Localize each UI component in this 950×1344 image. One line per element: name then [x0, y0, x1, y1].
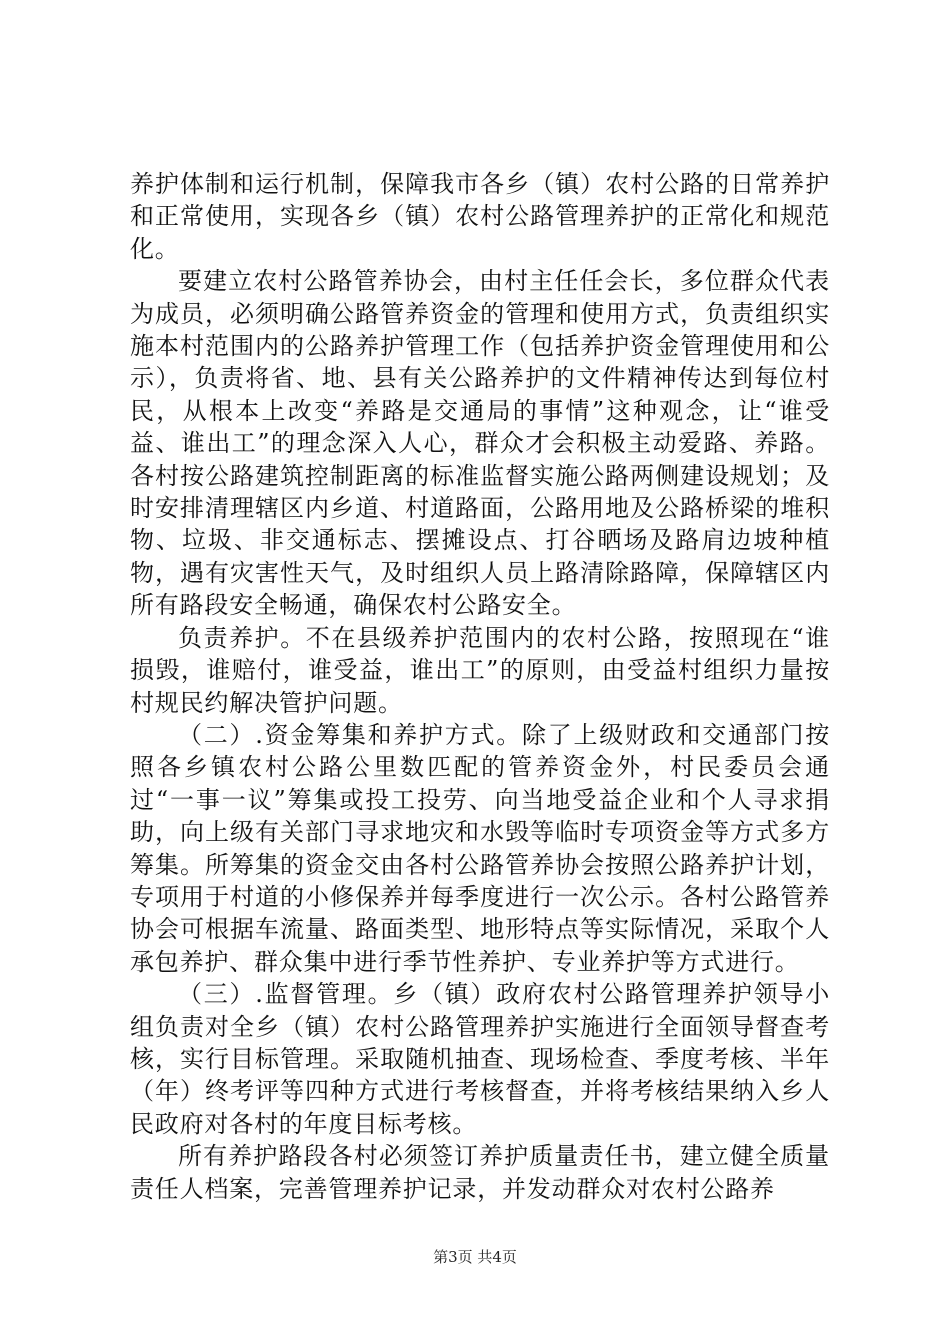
page-footer: 第3页 共4页 [433, 1248, 517, 1266]
paragraph-4: （二）.资金筹集和养护方式。除了上级财政和交通部门按照各乡镇农村公路公里数匹配的管养资金外，村民委员会通过“一事一议”筹集或投工投劳、向当地受益企业和个人寻求捐助，向上级有关部门寻求地灾和水毁等临时专项资金等方式多方筹集。所筹集的资金交由各村公路管养协会按照公路养护计划，专项用于村道的小修保养并每季度进行一次公示。各村公路管养协会可根据车流量、路面类型、地形特点等实际情况，采取个人承包养护、群众集中进行季节性养护、专业养护等方式进行。 [130, 720, 830, 976]
body-text [130, 168, 830, 1205]
paragraph-2: 要建立农村公路管养协会，由村主任任会长，多位群众代表为成员，必须明确公路管养资金的管理和使用方式，负责组织实施本村范围内的公路养护管理工作（包括养护资金管理使用和公示），负责将省、地、县有关公路养护的文件精神传达到每位村民，从根本上改变“养路是交通局的事情”这种观念，让“谁受益、谁出工”的理念深入人心，群众才会积极主动爱路、养路。各村按公路建筑控制距离的标准监督实施公路两侧建设规划；及时安排清理辖区内乡道、村道路面，公路用地及公路桥梁的堆积物、垃圾、非交通标志、摆摊设点、打谷晒场及路肩边坡种植物，遇有灾害性天气，及时组织人员上路清除路障，保障辖区内所有路段安全畅通，确保农村公路安全。 [130, 267, 830, 620]
paragraph-1: 养护体制和运行机制，保障我市各乡（镇）农村公路的日常养护和正常使用，实现各乡（镇）农村公路管理养护的正常化和规范化。 [130, 170, 830, 263]
paragraph-3: 负责养护。不在县级养护范围内的农村公路，按照现在“谁损毁，谁赔付，谁受益，谁出工”的原则，由受益村组织力量按村规民约解决管护问题。 [130, 623, 830, 717]
paragraph-5: （三）.监督管理。乡（镇）政府农村公路管理养护领导小组负责对全乡（镇）农村公路管理养护实施进行全面领导督查考核，实行目标管理。采取随机抽查、现场检查、季度考核、半年（年）终考评等四种方式进行考核督查，并将考核结果纳入乡人民政府对各村的年度目标考核。 [130, 980, 830, 1138]
paragraph-6: 所有养护路段各村必须签订养护质量责任书，建立健全质量责任人档案，完善管理养护记录，并发动群众对农村公路养 [130, 1142, 830, 1203]
